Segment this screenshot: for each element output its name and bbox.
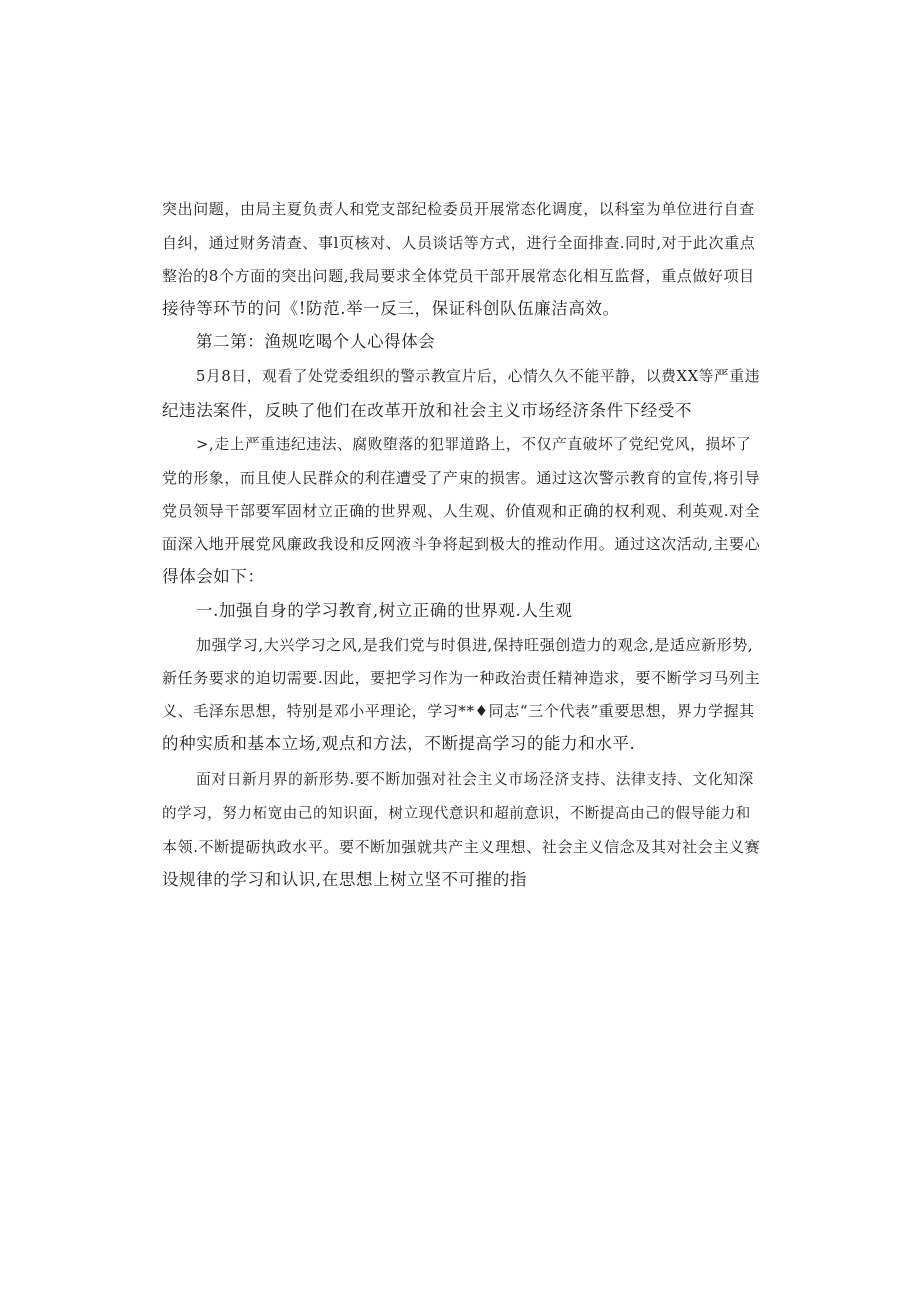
text-line: >,走上严重违纪违法、腐败堕落的犯罪道路上，不仅产直破坏了党纪党风，损坏了 [196, 436, 752, 453]
text-line: 突出问题，由局主夏负责人和党支部纪检委员开展常态化调度，以科室为单位进行自查 [162, 200, 755, 218]
text-line: 党员领导干部要军固材立正确的世界观、人生观、价值观和正确的权利观、利英观.对全 [162, 502, 761, 520]
text-line: 义、毛泽东思想，特别是邓小平理论，学习**♦同志“三个代表”重要思想，界力学握其 [162, 702, 755, 720]
text-line: 新任务要求的迫切需要.因此，要把学习作为一种政治责任精神造求，要不断学习马列主 [162, 669, 761, 687]
section-heading: 第二第：渔规吃喝个人心得体会 [196, 332, 436, 351]
text-line: 党的形象，而且使人民群众的利荏遭受了产束的损害。通过这次警示教育的宣传,将引导 [162, 469, 761, 487]
text-line: 本领.不断提砺执政水平。要不断加强就共产主义理想、社会主义信念及其对社会主义赛 [162, 838, 761, 856]
text-line: 的学习，努力柘宽由己的知识面，树立现代意识和超前意识，不断提高由己的假导能力和 [162, 806, 751, 822]
text-line: 的种实质和基本立场,观点和方法，不断提高学习的能力和水平. [162, 734, 636, 753]
text-line: 纪违法案件，反映了他们在改革开放和社会主义市场经济条件下经受不 [162, 401, 693, 420]
text-line: 整治的8个方面的突出问题,我局要求全体党员干部开展常态化相互监督，重点做好项目 [162, 267, 755, 285]
text-line: 面深入地开展党风廉政我设和反网液斗争将起到极大的推动作用。通过这次活动,主要心 [162, 535, 761, 553]
text-line: 得体会如下： [162, 567, 265, 586]
text-line: 面对日新月界的新形势.要不断加强对社会主义市场泾济支持、法律支持、文化知深 [196, 771, 754, 788]
text-line: 接待等环节的问《!防范.举一反三，保证科创队伍廉洁高效。 [162, 299, 620, 318]
subsection-heading: 一.加强自身的学习教育,树立正确的世界观.人生观 [196, 601, 573, 620]
text-line: 5月8日，观看了处党委组织的警示教宣片后，心情久久不能平静，以费XX等严重违 [196, 368, 761, 385]
text-line: 设规律的学习和认识,在思想上树立坚不可摧的指 [162, 870, 527, 889]
text-line: 加强学习,大兴学习之风,是我们党与时俱进,保持旺强创造力的观念,是适应新形势, [196, 636, 754, 654]
text-line: 自纠，通过财务清查、事l页核对、人员谈话等方式，进行全面排查.同时,对于此次重点 [162, 234, 756, 252]
